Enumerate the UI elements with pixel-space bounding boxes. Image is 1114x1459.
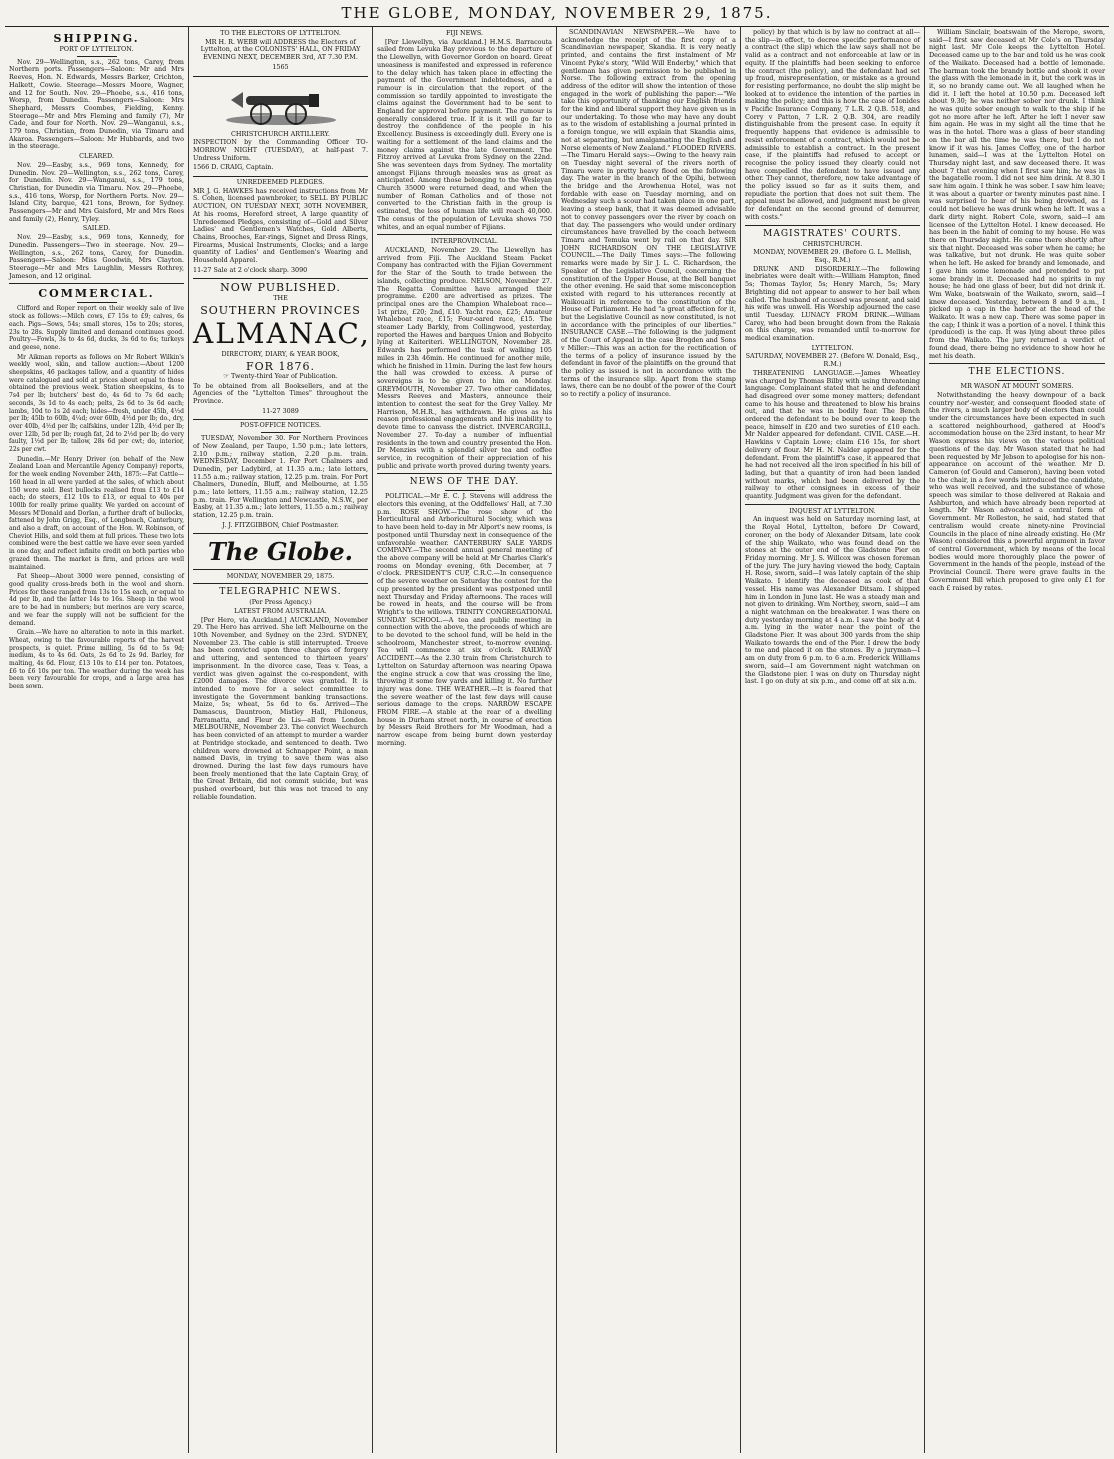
commercial-paragraph: Clifford and Roper report on their weekly sale of live stock as follows:—Milch cows, £7 15s to £9; calves, 6s each. Pigs—Sows, 54s; small stores, 15s to 20s; stores, 23s to 28s. Supply limited and demand continues good. Poultry—Fowls, 3s to 4s 6d, ducks, 3s 6d to 6s; turkeys and geese, none.: [9, 305, 184, 351]
elections-heading: THE ELECTIONS.: [968, 367, 1066, 378]
directory-line: DIRECTORY, DIARY, & YEAR BOOK,: [221, 350, 340, 359]
magistrates-heading: MAGISTRATES' COURTS.: [763, 228, 902, 239]
advert-body: INSPECTION by the Commanding Officer TO-MORROW NIGHT (TUESDAY), at half-past 7. Undress Uniform.: [193, 138, 368, 162]
the-label: THE: [273, 294, 288, 303]
news-of-the-day-body: POLITICAL.—Mr E. C. J. Stevens will address the electors this evening, at the Oddfellows' Hall, at 7.30 p.m. ROSE SHOW.—The rose show of the Horticultural and Arboricultural Society, which was to have been held to-day in Mr Alport's new rooms, is postponed until Thursday next in consequence of the unfavorable weather. CANTERBURY SALE YARDS COMPANY.—The second annual general meeting of the above company will be held at Mr Charles Clark's rooms on Monday evening, 6th December, at 7 o'clock. PRESIDENT'S CUP, C.R.C.—In consequence of the severe weather on Saturday the contest for the cup presented by the president was postponed until next Thursday and Friday afternoons. The races will be rowed in heats, and the course will be from Wright's to the willows. TRINITY CONGREGATIONAL SUNDAY SCHOOL.—A tea and public meeting in connection with the above, the proceeds of which are to be devoted to the school fund, will be held in the schoolroom, Manchester street, to-morrow evening. Tea will commence at six o'clock. RAILWAY ACCIDENT.—As the 2.30 train from Christchurch to Lyttelton on Saturday afternoon was nearing Opawa the engine struck a cow that was crossing the line, throwing it some few yards and killing it. No further injury was done. THE WEATHER.—It is feared that the severe weather of the last few days will cause serious damage to the crops. NARROW ESCAPE FROM FIRE.—A stable at the rear of a dwelling house in Durham street north, in course of erection by Messrs Reid Brothers for Mr Woodman, had a narrow escape from being burnt down yesterday morning.: [377, 492, 552, 747]
telegraphic-heading: TELEGRAPHIC NEWS.: [219, 587, 342, 598]
advert-body: MR J. G. HAWKES has received instructions from Mr S. Cohen, licensed pawnbroker, to SELL BY PUBLIC AUCTION, ON TUESDAY NEXT, 30TH NOVEMBER, At his rooms, Hereford street, A large quantity of Unredeemed Pledges, consisting of—Gold and Silver Ladies' and Gentlemen's Watches, Gold Alberts, Chains, Brooches, Ear-rings, Signet and Dress Rings, Firearms, Musical Instruments, Clocks; and a large quantity of Ladies' and Gentlemen's Wearing and Household Apparel.: [193, 186, 368, 265]
almanac-title: ALMANAC,: [193, 317, 371, 351]
obtained-text: To be obtained from all Booksellers, and at the Agencies of the "Lyttelton Times" throughout the Province.: [193, 381, 368, 405]
cleared-heading: CLEARED.: [79, 152, 114, 161]
dateline: MONDAY, NOVEMBER 29, 1875.: [226, 571, 335, 580]
column-4-body: SCANDINAVIAN NEWSPAPER.—We have to acknowledge the receipt of the first copy of a Scandinavian newspaper, Skandia. It is very neatly printed, and contains the first instalment of Mr Vincent Pyke's story, "Wild Will Enderby," which that gentleman has given permission to be published in Norse. The following extract from the opening address of the editor will show the intention of those engaged in the work of publishing the paper:—"We take this opportunity of thanking our English friends for the kind and liberal support they have given us in our undertaking. To those who may have any doubt as to the wisdom of establishing a journal printed in a foreign tongue, we will explain that Skandia aims, not at separating, but amalgamating the English and Norse elements of New Zealand." FLOODED RIVERS.—The Timaru Herald says:—Owing to the heavy rain on Tuesday night several of the rivers north of Timaru were in pretty heavy flood on the following day. The water in the branch of the Opihi, between the bridge and the Arowhenua Hotel, was not fordable with ease on Tuesday morning, and on Wednesday such a scour had taken place in one part, leaving a steep bank, that it was deemed advisable not to convey passengers over the river by coach on that day. The passengers who would under ordinary circumstances have travelled by the coach between Timaru and Temuka went by rail on that day. SIR JOHN RICHARDSON ON THE LEGISLATIVE COUNCIL.—The Daily Times says:—The following remarks were made by Sir J. L. C. Richardson, the Speaker of the Legislative Council, concerning the constitution of the Upper House, at the Bell banquet the other evening. He said that some misconception existed with regard to his utterances recently at Waikouaiti in reference to the constitution of the House of Parliament. He had "a great affection for it, but the Legislative Council as now constituted, is not in accordance with the principles of our liberties." INSURANCE CASE.—The following is the judgment of the Court of Appeal in the case Brogden and Sons v Miller:—This was an action for the rectification of the terms of a policy of insurance issued by the defendant in favor of the plaintiffs on the ground that the policy as issued is not in accordance with the terms of the insurance slip. Apart from the stamp laws, there can be no doubt of the power of the Court so to rectify a policy of insurance.: [561, 28, 736, 399]
divider: [745, 504, 920, 505]
column-1: [5, 27, 189, 1453]
divider: [377, 473, 552, 474]
post-office-sign: J. J. FITZGIBBON, Chief Postmaster.: [222, 520, 339, 529]
inquest-continuation: William Sinclair, boatswain of the Merope, sworn, said—I first saw deceased at Mr Cole's on Thursday night last. Mr Cole keeps the Lyttelton Hotel. Deceased came up to the bar and told us he was cook of the Waikato. Deceased had a bottle of lemonade. The barman took the brandy bottle and shook it over the glass with the lemonade in it, but the cork was in it, so no brandy came out. We all laughed when he did it. I left the hotel at 10.50 p.m. Deceased left about 9.30; he was neither sober nor drunk. I think he was quite sober enough to walk to the ship if he got no more after he left. After he left I never saw him again. He was in my sight all the time that he was in the hotel. There was a glass of beer standing on the bar all the time he was there, but I do not know if it was his. James Coffey, one of the harbor lunamen, said—I was at the Lyttelton Hotel on Thursday night last, and saw deceased there. It was about 7 that evening when I first saw him; he was in the bagatelle room. I did not see him drink. At 8.30 I saw him again. I think he was sober. I saw him leave; it was about a quarter or twenty minutes past nine. I was surprised to hear of his being drowned, as I could not believe he was drunk when he left. It was a dark dirty night. Robert Cole, sworn, said—I am licensee of the Lyttelton Hotel. I knew deceased. He has been in the habit of coming to my house. He was there on Thursday night. He came there shortly after six that night. Deceased was sober when he came; he was talkative, but not drunk. He was quite sober when he left. He asked for brandy and lemonade, and I gave him some lemonade and pretended to put some brandy in it. Deceased had no spirits in my house; he had one glass of beer, but did not drink it. Wm Wake, boatswain of the Waikato, sworn, said—I knew deceased. Yesterday, between 8 and 9 a.m., I picked up a cap in the harbor at the head of the Waikato. It was a new cap. There was some paper in the cap; I think it was a portion of a novel. I think this (produced) is the cap. It was lying about three piles from the Waikato. The jury returned a verdict of found dead, there being no evidence to show how he met his death.: [929, 28, 1105, 360]
fiji-body: [Per Llewellyn, via Auckland.] H.M.S. Barracouta sailed from Levuka Bay previous to the departure of the Llewellyn, with Governor Gordon on board. Great uneasiness is manifested and expressed in reference to the delay which has taken place in effecting the payment of the Government indebtedness, and a rumour is in circulation that the report of the commission so tardily appointed to investigate the claims against the Government had to be sent to England for approval before payment. The rumour is generally considered true. If it is it will go far to destroy the confidence of the people in his Excellency. Business is exceedingly dull. Every one is waiting for a settlement of the land claims and the money claims against the late Government. The Fitzroy arrived at Levuka from Sydney on the 22nd. She was seventeen days from Sydney. The mortality amongst Fijians through measles was as great as anticipated. Among those belonging to the Wesleyan Church 35000 were returned dead, and when the number of Roman Catholics and of those not converted to the Christian faith in the group is estimated, the loss of human life will reach 40,000. The census of the population of Levuka shows 750 whites, and an equal number of Fijians.: [377, 37, 552, 231]
advert-sign: 1566 D. CRAIG, Captain.: [193, 163, 274, 172]
advert-body: MR H. R. WEBB will ADDRESS the Electors of Lyttelton, at the COLONISTS' HALL, ON FRIDAY EVENING NEXT, DECEMBER 3rd, AT 7.30 P.M.: [200, 37, 361, 62]
column-5: [741, 27, 925, 1453]
insurance-continuation: policy) by that which is by law no contract at all—the slip—in effect, to decree specific performance of a contract (the slip) which the law says shall not be valid as a contract and not enforceable at law or in equity. If the plaintiffs had been seeking to enforce the contract (the policy), and the defendant had set up fraud, misrepresentation, or mistake as a ground for resisting performance, no doubt the slip might be looked at to evidence the intention of the parties in making the policy; and this is how the case of Ionides v Pacific Insurance Company, 7 L.R. 2 Q.B. 518, and Corry v Patton, 7 L.R. 2 Q.B. 304, are readily distinguishable from the present case. In equity it frequently happens that evidence is admissible to resist enforcement of a contract, which would not be admissible to establish a contract. In the present case, if the plaintiffs had refused to accept or recognise the policy issued they clearly could not have compelled the defendant to have issued any other. They cannot, therefore, now take advantage of the policy issued so far as it suits them, and repudiate the portion that does not suit them. The appeal must be allowed, and judgment must be given for defendant on the second ground of demurrer, with costs.": [745, 28, 920, 221]
almanac-advert: [193, 281, 371, 420]
divider: [377, 234, 552, 235]
interprovincial-heading: INTERPROVINCIAL.: [430, 237, 499, 246]
shipping-heading: SHIPPING.: [53, 32, 140, 45]
pledges-advert: [193, 179, 368, 279]
arrived-text: Nov. 29—Wellington, s.s., 262 tons, Carey, from Northern ports. Passengers—Saloon: Mr and Mrs Reeves, Hon. N. Edwards, Messrs Barker, Crichton, Halkett, Cowie. Steerage—Messrs Moore, Wagner, and 12 for South. Nov. 29—Phoebe, s.s., 416 tons, Worsp, from Dunedin. Passengers—Saloon: Mrs Shephard, Messrs Coombes, Fielding, Kenny. Steerage—Mr and Mrs Fleming and family (7), Mr Cade, and four for North. Nov. 29—Wanganui, s.s., 179 tons, Christian, from Dunedin, via Timaru and Akaroa. Passengers—Saloon: Mr Hubbards, and two in the steerage.: [9, 57, 184, 151]
commercial-paragraph: Mr Aikman reports as follows on Mr Robert Wilkin's weekly wool, skin, and tallow auction:—About 1200 sheepskins, 46 packages tallow, and a quantity of hides were catalogued and sold at prices about equal to those obtained the previous week. Station sheepskins, 4s to 7s4 per lb; butchers' best do, 4s 6d to 7s 6d each; seconds, 3s 1d to 4s each; pelts, 2s 6d to 3s 6d each; lambs, 10d to 1s 2d each; hides—fresh, under 45lb, 4½d per lb; 45lb to 60lb, 4¼d; over 60lb, 4½d per lb; do., dry, over 40lb, 4½d per lb; calfskins, under 12lb, 4½d per lb; over 12lb, 5d per lb; rough fat, 2d to 2½d per lb; do very faulty, 1½d per lb; tallow, 28s 6d per cwt; do, interior, 22s per cwt.: [9, 353, 184, 454]
christchurch-body: DRUNK AND DISORDERLY.—The following inebriates were dealt with:—William Hampton, fined 5s; Thomas Taylor, 5s; Henry March, 5s; Mary Brighting did not appear to answer to her bail when called. The husband of accused was present, and said his wife was unwell. His Worship adjourned the case until Tuesday. LUNACY FROM DRINK.—William Carey, who had been brought down from the Rakaia on this charge, was remanded until to-morrow for medical examination.: [745, 264, 920, 343]
masthead: THE GLOBE, MONDAY, NOVEMBER 29, 1875.: [341, 4, 773, 22]
christchurch-heading: CHRISTCHURCH.: [802, 239, 863, 248]
advert-heading: CHRISTCHURCH ARTILLERY.: [231, 129, 330, 138]
inquest-heading: INQUEST AT LYTTELTON.: [789, 506, 876, 515]
now-published: NOW PUBLISHED.: [220, 281, 341, 295]
twenty-third-year: ☞ Twenty-third Year of Publication.: [223, 371, 338, 380]
electors-advert: [193, 30, 368, 77]
divider: [745, 225, 920, 226]
divider: [77, 56, 117, 57]
divider: [261, 432, 301, 433]
lyttelton-date: SATURDAY, NOVEMBER 27. (Before W. Donald, Esq., R.M.): [745, 352, 920, 369]
news-of-the-day-heading: NEWS OF THE DAY.: [409, 477, 520, 488]
for-1876: FOR 1876.: [246, 359, 315, 373]
interprovincial-body: AUCKLAND, November 29. The Llewellyn has arrived from Fiji. The Auckland Steam Packet Company has contracted with the Fijian Government for the Star of the South to trade between the islands, collecting produce. NELSON, November 27. The Regatta Committee have arranged their programme. £200 are advertised as prizes. The principal ones are the Champion Whaleboat race—1st prize, £20; 2nd, £10. Yacht race, £25; Amateur Whaleboat race, £15; Four-oared race, £15. The steamer Lady Barkly, from Collingwood, yesterday, reported the Hawes and barques Union and Bobycito lying at Kaiteriteri. WELLINGTON, November 28. Edwards has performed the task of walking 105 miles in 23h 46min. He continued for another mile, which he finished in 11min. During the last few hours the hall was crowded to excess. A purse of sovereigns is to be given to him on Monday. GREYMOUTH, November 27. Two other candidates, Messrs Reeves and Masters, announce their intention to contest the seat for the Grey Valley. Mr Harrison, M.H.R., has withdrawn. He gives as his reason professional engagements and his inability to devote time to canvass the district. INVERCARGILL, November 27. To-day a number of influential residents in the town and country presented the Hon. Dr Menzies with a splendid silver tea and coffee service, in recognition of their appreciation of his public and private worth proved during twenty years.: [377, 245, 552, 470]
divider: [929, 363, 1105, 364]
lyttelton-body: THREATENING LANGUAGE.—James Wheatley was charged by Thomas Bilby with using threatening language. Complainant stated that he and defendant had disagreed over some money matters; defendant came to his house and threatened to blow his brains out, and that he was in bodily fear. The Bench ordered the defendant to be bound over to keep the peace, himself in £20 and two sureties of £10 each. Mr Nalder appeared for defendant. CIVIL CASE.—H. Hawkins v Captain Lowe; claim £16 15s, for short delivery of flour. Mr H. N. Nalder appeared for the defendant. From the plaintiff's case, it appeared that he had not received all the iron specified in his bill of lading, but that a quantity of iron had been landed without marks, which had been delivered by the railway to other consignees in excess of their quantity. Judgment was given for the defendant.: [745, 368, 920, 501]
telegraphic-body: [Per Hero, via Auckland.] AUCKLAND, November 29. The Hero has arrived. She left Melbourne on the 10th November, and Sydney on the 23rd. SYDNEY, November 23. The cable is still interrupted. Treeve has been convicted upon three charges of forgery and uttering, and sentenced to thirteen years' imprisonment. In the divorce case, Teas v. Teas, a verdict was given against the co-respondent, with £2000 damages. The divorce was granted. It is intended to move for a select committee to investigate the Government banking transactions. Maize, 5s; wheat, 5s 6d to 6s. Arrived—The Damascus, Dauntroon, Mistley Hall, Philoneus, Parramatta, and Fleur de Lis—all from London. MELBOURNE, November 23. The convict Weechurch has been convicted of an attempt to murder a warder at Pentridge stockade, and sentenced to death. Two children were drowned at Schnapper Point, a man named Davis, in trying to save them was also drowned. During the last few days rumours have been freely mentioned that the late Captain Gray, of the Great Britain, did not commit suicide, but was pushed overboard, but this was not traced to any reliable foundation.: [193, 615, 368, 801]
divider: [77, 302, 117, 303]
columns: [5, 27, 1109, 1453]
latest-from-australia: LATEST FROM AUSTRALIA.: [234, 606, 327, 615]
divider: [193, 569, 368, 570]
per-press-agency: (Per Press Agency.): [249, 598, 312, 607]
artillery-advert: [193, 131, 368, 178]
advert-number: 1565: [272, 62, 289, 71]
column-3: [373, 27, 557, 1453]
mount-somers-heading: MR WASON AT MOUNT SOMERS.: [960, 382, 1074, 391]
cleared-text: Nov. 29—Easby, s.s., 969 tons, Kennedy, for Dunedin. Nov. 29—Wellington, s.s., 262 tons, Carey, for Dunedin. Nov. 29—Wanganui, s.s., 179 tons, Christian, for Dunedin via Timaru. Nov. 29—Phoebe, s.s., 416 tons, Worsp, for Northern Ports. Nov. 29—Island City, barque, 421 tons, Brown, for Sydney. Passengers—Mr and Mrs Gaisford, Mr and Mrs Rees and family (2), Henry, Tyley.: [9, 160, 184, 223]
column-4: [557, 27, 741, 1453]
post-office-heading: POST-OFFICE NOTICES.: [239, 421, 322, 430]
inquest-body: An inquest was held on Saturday morning last, at the Royal Hotel, Lyttelton, before Dr Coward, coroner, on the body of Alexander Ditsam, late cook of the ship Waikato, who was found dead on the stones at the outer end of the Gladstone Pier on Friday morning. Mr J. S. Willcox was chosen foreman of the jury. The jury having viewed the body, Captain H. Rose, sworn, said—I was lately captain of the ship Waikato. I identify the deceased as cook of that vessel. His name was Alexander Ditsam. I shipped him in London in June last. He was a steady man and not given to drinking. Wm Northey, sworn, said—I am a night watchman on the breakwater. I was there on duty yesterday morning at 4 a.m. I saw the body at 4 a.m. lying in the water near the point of the Gladstone Pier. It was about 300 yards from the ship Waikato towards the end of the Pier. I drew the body to me and placed it on the stones. By a juryman—I am on duty from 6 p.m. to 6 a.m. Frederick Williams sworn, said—I am Government night watchman on the Gladstone pier. I was on duty on Thursday night last. I go on duty at six p.m., and come off at six a.m.: [745, 515, 920, 686]
divider: [193, 533, 368, 534]
cannon-icon: [221, 80, 341, 128]
commercial-paragraph: Fat Sheep—About 3000 were penned, consisting of good quality cross-breds both in the wool and shorn. Prices for these ranged from 13s to 15s each, or equal to 4d per lb, and the latter 14s to 16s. Sheep in the wool are to be had in numbers; but merinos are very scarce, and we fear the supply will not be sufficient for the demand.: [9, 573, 184, 627]
advert-sign: 11-27 Sale at 2 o'clock sharp. 3090: [193, 265, 308, 274]
commercial-paragraph: Dunedin.—Mr Henry Driver (on behalf of the New Zealand Loan and Mercantile Agency Company) reports, for the week ending November 24th, 1875:—Fat Cattle—160 head in all were yarded at the sales, of which about 150 were sold. Best bullocks realised from £13 to £14 each; do steers, £12 10s to £13, or equal to 40s per 100lb for really prime quality. We yarded on account of Messrs M'Donald and Dorlan, a further draft of bullocks, fattened by John Grigg, Esq., of Longbeach, Canterbury, and also a draft, on account of the Hon. W. Robinson, of Cheviot Hills, and sold them at full prices. These two lots combined were the best cattle we have ever seen yarded in one day, and reflect infinite credit on both parties who grazed them. The market is firm, and prices are well maintained.: [9, 455, 184, 571]
commercial-paragraph: Grain.—We have no alteration to note in this market. Wheat, owing to the favourable reports of the harvest prospects, is quiet. Prime milling, 5s 6d to 5s 9d; medium, 4s to 4s 6d. Oats, 2s 6d to 2s 9d. Barley, for malting, 4s 6d. Flour, £13 10s to £14 per ton. Potatoes, £6 to £6 10s per ton. The weather during the week has been very favourable for crops, and a large area has been sown.: [9, 629, 184, 691]
divider: [997, 380, 1037, 381]
divider: [193, 583, 368, 584]
globe-title: The Globe.: [208, 536, 353, 566]
divider: [9, 283, 184, 284]
southern-provinces: SOUTHERN PROVINCES: [200, 304, 361, 318]
post-office-body: TUESDAY, November 30. For Northern Provinces of New Zealand, per Taupo, 1.50 p.m.; late letters, 2.10 p.m.; railway station, 2.20 p.m. train. WEDNESDAY, December 1. For Port Chalmers and Dunedin, per Ladybird, at 11.35 a.m.; late letters, 11.55 a.m.; railway station, 12.25 p.m. train. For Port Chalmers, Dunedin, Bluff, and Melbourne, at 1.55 p.m.; late letters, 11.55 a.m.; railway station, 12.25 p.m. train. For Wellington and Newcastle, N.S.W., per Easby, at 11.35 a.m.; late letters, 11.55 a.m.; railway station, 12.25 p.m. train.: [193, 434, 368, 520]
fiji-heading: FIJI NEWS.: [445, 29, 484, 37]
lyttelton-heading: LYTTELTON.: [811, 343, 854, 352]
obtained-number: 11-27 3089: [262, 406, 299, 415]
port-heading: PORT OF LYTTELTON.: [59, 45, 134, 53]
divider: [445, 490, 485, 491]
column-2: [189, 27, 373, 1453]
commercial-heading: COMMERCIAL.: [38, 287, 155, 301]
column-6: [925, 27, 1109, 1453]
advert-heading: UNREDEEMED PLEDGES.: [236, 178, 325, 187]
elections-body: Notwithstanding the heavy downpour of a back country nor'-wester, and consequent flooded state of the rivers, a much larger body of electors than could under the circumstances have been expected in such a scattered neighbourhood, gathered at Hood's accommodation house on the 23rd instant, to hear Mr Wason express his views on the various political questions of the day. Mr Wason stated that he had been requested by Mr Jebson to apologise for his non-appearance on account of the weather. Mr D. Cameron (of Gould and Cameron), having been voted to the chair, in a few words introduced the candidate, who was well received, and the substance of whose speech was similar to those delivered at Rakaia and Ashburton, and which have already been reported at length. Mr Wason advocated a central form of Government. Mr Rolleston, he said, had stated that centralism would create ninety-nine Provincial Councils in the place of nine already existing. He (Mr Wason) considered this a powerful argument in favor of central Government, which by means of the local bodies would more thoroughly place the power of Government in the hands of the people, instead of the Provincial Council. There were grave faults in the Government Bill which proposed to give only £1 for each £ raised by rates.: [929, 390, 1105, 592]
sailed-heading: SAILED.: [82, 224, 111, 233]
christchurch-date: MONDAY, NOVEMBER 29. (Before G. L. Mellish, Esq., R.M.): [753, 248, 912, 264]
advert-heading: TO THE ELECTORS OF LYTTELTON.: [220, 29, 341, 37]
sailed-text: Nov. 29—Easby, s.s., 969 tons, Kennedy, for Dunedin. Passengers—Two in steerage. Nov. 29—Wellington, s.s., 262 tons, Carey, for Dunedin. Passengers—Saloon: Miss Goodwin, Mrs Clayton. Steerage—Mr and Mrs Laughlin, Messrs Rothrey, Jameson, and 12 original.: [9, 233, 184, 280]
